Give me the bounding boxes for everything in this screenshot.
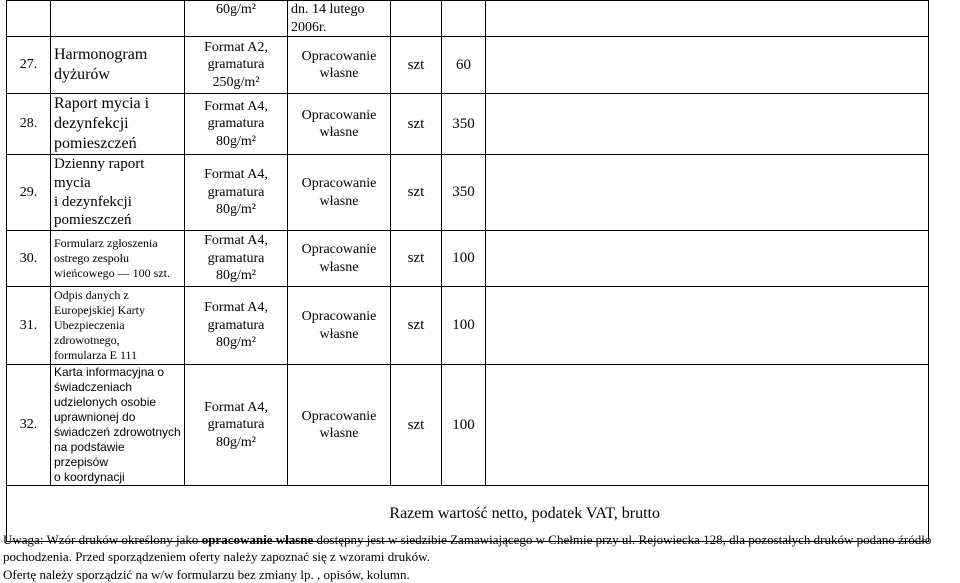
cell-empty	[442, 1, 486, 37]
table-row	[7, 155, 929, 231]
format-cell	[185, 231, 288, 287]
format-cell	[185, 365, 288, 486]
price-cell[interactable]	[486, 365, 929, 486]
source-line: Opracowanie	[301, 176, 377, 191]
item-name	[51, 94, 185, 155]
item-name-line: Harmonogram	[54, 46, 148, 63]
price-cell[interactable]	[486, 94, 929, 155]
source-line: Opracowanie	[301, 242, 377, 257]
format-line: gramatura	[207, 184, 265, 200]
source-line: Opracowanie	[301, 48, 377, 64]
format-line: gramatura	[207, 250, 265, 266]
unit-cell: szt	[391, 365, 442, 486]
item-name-line: udzielonych osobie	[54, 395, 157, 409]
format-line: 80g/m²	[216, 202, 256, 218]
row-number: 27.	[7, 37, 51, 94]
quantity-cell: 60	[442, 37, 486, 94]
date-line: 2006r.	[291, 19, 327, 35]
format-line: Format A4,	[204, 98, 268, 114]
source-cell	[288, 365, 391, 486]
item-name-line: Odpis danych z	[54, 288, 129, 302]
item-name-line: i dezynfekcji	[54, 193, 132, 210]
format-line: 80g/m²	[216, 268, 256, 284]
row-number: 28.	[7, 94, 51, 155]
source-cell	[288, 94, 391, 155]
quantity-cell: 100	[442, 231, 486, 287]
format-cell	[185, 155, 288, 231]
notice	[3, 531, 958, 583]
item-name-line: na podstawie przepisów	[54, 440, 125, 469]
price-cell[interactable]	[486, 37, 929, 94]
row-number: 32.	[7, 365, 51, 486]
item-name	[51, 365, 185, 486]
table-row	[7, 94, 929, 155]
source-line: Opracowanie	[301, 107, 377, 123]
price-cell[interactable]	[486, 287, 929, 365]
format-line: 80g/m²	[216, 434, 256, 450]
item-name-line: o koordynacji	[54, 470, 125, 484]
notice-paragraph	[3, 531, 958, 566]
cell-empty	[7, 1, 51, 37]
notice-text: Uwaga: Wzór druków określony jako	[3, 532, 202, 547]
unit-cell: szt	[391, 94, 442, 155]
item-name-line: Karta informacyjna o	[54, 365, 165, 379]
item-name-line: Ubezpieczenia	[54, 318, 125, 332]
format-line: 80g/m²	[216, 335, 256, 351]
format-line: Format A4,	[204, 233, 268, 249]
quantity-cell: 350	[442, 94, 486, 155]
price-cell[interactable]	[486, 231, 929, 287]
item-name-line: Europejskiej Karty	[54, 303, 145, 317]
item-name	[51, 287, 185, 365]
unit-cell: szt	[391, 231, 442, 287]
source-line: własne	[319, 426, 359, 441]
item-name-line: Raport mycia i	[54, 95, 150, 112]
source-cell	[288, 37, 391, 94]
item-name-line: pomieszczeń	[54, 212, 132, 229]
format-cell	[185, 1, 288, 37]
unit-cell: szt	[391, 37, 442, 94]
table-row	[7, 231, 929, 287]
item-name	[51, 231, 185, 287]
source-line: Opracowanie	[301, 408, 377, 424]
source-cell	[288, 155, 391, 231]
quantity-cell: 100	[442, 287, 486, 365]
cell-empty	[391, 1, 442, 37]
format-line: gramatura	[207, 417, 265, 433]
format-line: Format A4,	[204, 300, 268, 316]
cell-empty	[486, 1, 929, 37]
unit-cell: szt	[391, 287, 442, 365]
notice-emphasis: opracowanie własne	[201, 532, 314, 547]
format-line: 250g/m²	[212, 74, 260, 90]
notice-paragraph: Ofertę należy sporządzić na w/w formularzu bez zmiany lp. , opisów, kolumn.	[3, 566, 410, 582]
table-row	[7, 1, 929, 37]
item-name-line: formularza E 111	[54, 348, 138, 362]
source-line: Opracowanie	[301, 309, 377, 324]
format-line: gramatura	[207, 317, 265, 333]
price-table	[6, 0, 929, 542]
item-name-line: zdrowotnego,	[54, 333, 120, 347]
format-line: Format A2,	[204, 39, 268, 55]
item-name-line: świadczeń zdrowotnych	[54, 425, 181, 439]
quantity-cell: 100	[442, 365, 486, 486]
quantity-cell: 350	[442, 155, 486, 231]
table-row	[7, 37, 929, 94]
source-cell	[288, 287, 391, 365]
item-name	[51, 37, 185, 94]
row-number: 29.	[7, 155, 51, 231]
row-number: 31.	[7, 287, 51, 365]
summary-label: Razem wartość netto, podatek VAT, brutto	[7, 486, 929, 542]
format-text: 60g/m²	[216, 2, 256, 17]
item-name-line: ostrego zespołu	[54, 251, 129, 265]
item-name-line: wieńcowego — 100 szt.	[54, 266, 170, 280]
format-cell	[185, 37, 288, 94]
notice-text: dostępny jest w siedzibie Zamawiającego w Chełmie przy ul. Rejowiecka 128, dla pozostałych druków podano źródło pochodzenia. Przed sporządzeniem oferty należy zapoznać się z wzorami druków.	[3, 532, 932, 565]
item-name-line: dyżurów	[54, 66, 110, 83]
format-cell	[185, 287, 288, 365]
source-line: własne	[319, 326, 359, 342]
source-line: własne	[319, 125, 359, 140]
row-number: 30.	[7, 231, 51, 287]
format-line: Format A4,	[204, 399, 268, 415]
table-row	[7, 365, 929, 486]
source-line: własne	[319, 193, 359, 209]
format-cell	[185, 94, 288, 155]
unit-cell: szt	[391, 155, 442, 231]
item-name	[51, 155, 185, 231]
format-line: gramatura	[207, 116, 265, 132]
format-line: Format A4,	[204, 167, 268, 183]
source-cell	[288, 231, 391, 287]
item-name-line: uprawnionej do	[54, 410, 136, 424]
table-row	[7, 287, 929, 365]
cell-empty	[51, 1, 185, 37]
item-name-line: świadczeniach	[54, 380, 133, 394]
item-name-line: pomieszczeń	[54, 135, 137, 152]
price-cell[interactable]	[486, 155, 929, 231]
date-line: dn. 14 lutego	[291, 2, 365, 17]
format-line: gramatura	[207, 57, 265, 73]
item-name-line: Formularz zgłoszenia	[54, 236, 158, 250]
source-line: własne	[319, 66, 359, 81]
date-cell	[288, 1, 391, 37]
item-name-line: dezynfekcji	[54, 115, 129, 132]
format-line: 80g/m²	[216, 133, 256, 149]
source-line: własne	[319, 259, 359, 275]
item-name-line: Dzienny raport mycia	[54, 156, 145, 191]
